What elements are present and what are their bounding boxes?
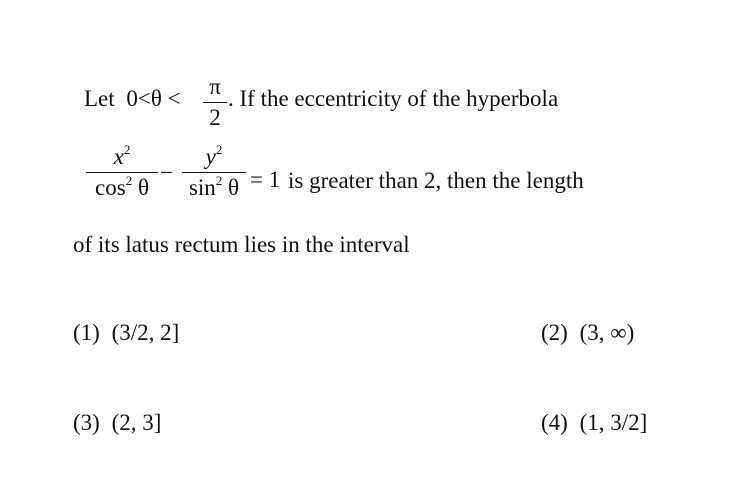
option-3[interactable] [73,410,161,436]
option-2[interactable] [541,320,634,346]
fraction-bar [86,172,158,173]
question-line1 [84,86,181,112]
option-text: (3/2, 2] [111,320,180,345]
option-number: (3) [73,410,100,435]
fraction-numerator: $x^2$ [113,142,131,169]
fraction-numerator: $y^2$ [205,142,223,169]
option-1[interactable] [73,320,179,346]
fraction-bar [182,172,246,173]
equals-one: = 1 [250,167,281,192]
question-line1-tail: . If the eccentricity of the hyperbola [228,86,559,111]
question-line3: of its latus rectum lies in the interval [73,232,410,257]
option-number: (4) [541,410,568,435]
option-number: (2) [541,320,568,345]
x-squared-over-cos-squared [86,144,158,201]
theta-inequality: 0<θ < [126,86,181,111]
let-word: Let [84,86,115,111]
option-number: (1) [73,320,100,345]
option-4[interactable] [541,410,647,436]
minus-sign: − [160,160,173,185]
fraction-denominator: $\sin^2 \theta$ [188,173,240,200]
fraction-bar [203,102,227,103]
pi-numerator: π [209,74,221,99]
option-text: (2, 3] [111,410,162,435]
question-line2-tail: is greater than 2, then the length [288,168,584,193]
fraction-denominator: $\cos^2 \theta$ [95,173,149,200]
option-text: (3, ∞) [579,320,635,345]
pi-over-two-fraction [203,74,227,131]
y-squared-over-sin-squared [182,144,246,201]
pi-denominator: 2 [209,105,221,130]
option-text: (1, 3/2] [579,410,648,435]
